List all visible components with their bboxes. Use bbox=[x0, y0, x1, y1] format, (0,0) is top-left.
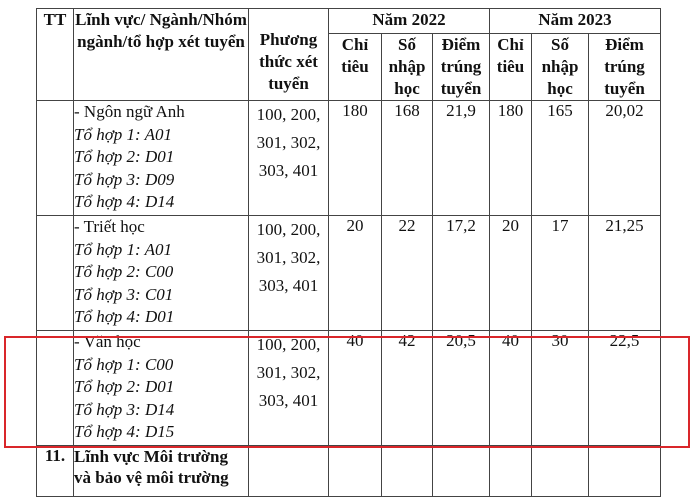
score-2023: 21,25 bbox=[589, 216, 661, 331]
major-name: - Ngôn ngữ Anh bbox=[74, 102, 185, 121]
section-title: Lĩnh vực Môi trường và bảo vệ môi trường bbox=[74, 446, 249, 497]
combo-2: Tổ hợp 2: C00 bbox=[74, 262, 174, 281]
combo-1: Tổ hợp 1: A01 bbox=[74, 124, 173, 144]
combo-4: Tổ hợp 4: D01 bbox=[74, 307, 175, 326]
combo-1: Tổ hợp 1: C00 bbox=[74, 354, 174, 374]
enrolled-2022: 22 bbox=[382, 216, 433, 331]
combo-4: Tổ hợp 4: D15 bbox=[74, 422, 175, 441]
score-2023: 20,02 bbox=[589, 101, 661, 216]
combo-3: Tổ hợp 3: D09 bbox=[74, 169, 175, 189]
empty-cell bbox=[433, 446, 490, 497]
combo-3: Tổ hợp 3: C01 bbox=[74, 284, 174, 304]
empty-cell bbox=[589, 446, 661, 497]
method-cell: 100, 200, 301, 302, 303, 401 bbox=[249, 331, 329, 446]
empty-cell bbox=[329, 446, 382, 497]
score-2023: 22,5 bbox=[589, 331, 661, 446]
empty-cell bbox=[490, 446, 532, 497]
combo-2: Tổ hợp 2: D01 bbox=[74, 377, 175, 396]
header-score-2023: Điểm trúng tuyển bbox=[589, 34, 661, 101]
quota-2023: 20 bbox=[490, 216, 532, 331]
quota-2022: 180 bbox=[329, 101, 382, 216]
header-tt: TT bbox=[37, 9, 74, 101]
score-2022: 21,9 bbox=[433, 101, 490, 216]
header-enrolled-2023: Số nhập học bbox=[532, 34, 589, 101]
section-row bbox=[37, 446, 661, 497]
combo-1: Tổ hợp 1: A01 bbox=[74, 239, 173, 259]
combo-3: Tổ hợp 3: D14 bbox=[74, 399, 175, 419]
score-2022: 17,2 bbox=[433, 216, 490, 331]
field-cell bbox=[74, 216, 249, 331]
method-cell: 100, 200, 301, 302, 303, 401 bbox=[249, 101, 329, 216]
admission-table bbox=[36, 8, 661, 497]
empty-cell bbox=[382, 446, 433, 497]
header-quota-2022: Chỉ tiêu bbox=[329, 34, 382, 101]
tt-cell bbox=[37, 101, 74, 216]
major-name: - Triết học bbox=[74, 217, 145, 236]
field-cell bbox=[74, 331, 249, 446]
header-method: Phương thức xét tuyển bbox=[249, 9, 329, 101]
field-cell bbox=[74, 101, 249, 216]
score-2022: 20,5 bbox=[433, 331, 490, 446]
combo-4: Tổ hợp 4: D14 bbox=[74, 192, 175, 211]
header-enrolled-2022: Số nhập học bbox=[382, 34, 433, 101]
empty-cell bbox=[249, 446, 329, 497]
header-quota-2023: Chỉ tiêu bbox=[490, 34, 532, 101]
enrolled-2023: 30 bbox=[532, 331, 589, 446]
method-cell: 100, 200, 301, 302, 303, 401 bbox=[249, 216, 329, 331]
header-year-2022: Năm 2022 bbox=[329, 9, 490, 34]
quota-2023: 180 bbox=[490, 101, 532, 216]
tt-cell bbox=[37, 331, 74, 446]
empty-cell bbox=[532, 446, 589, 497]
table-row bbox=[37, 101, 661, 216]
table-row bbox=[37, 331, 661, 446]
major-name: - Văn học bbox=[74, 332, 141, 351]
quota-2022: 40 bbox=[329, 331, 382, 446]
enrolled-2023: 17 bbox=[532, 216, 589, 331]
enrolled-2022: 168 bbox=[382, 101, 433, 216]
table-row bbox=[37, 216, 661, 331]
quota-2022: 20 bbox=[329, 216, 382, 331]
header-field: Lĩnh vực/ Ngành/Nhóm ngành/tổ hợp xét tuyển bbox=[74, 9, 249, 101]
quota-2023: 40 bbox=[490, 331, 532, 446]
enrolled-2022: 42 bbox=[382, 331, 433, 446]
enrolled-2023: 165 bbox=[532, 101, 589, 216]
tt-cell bbox=[37, 216, 74, 331]
combo-2: Tổ hợp 2: D01 bbox=[74, 147, 175, 166]
header-score-2022: Điểm trúng tuyển bbox=[433, 34, 490, 101]
header-year-2023: Năm 2023 bbox=[490, 9, 661, 34]
section-number: 11. bbox=[37, 446, 74, 497]
